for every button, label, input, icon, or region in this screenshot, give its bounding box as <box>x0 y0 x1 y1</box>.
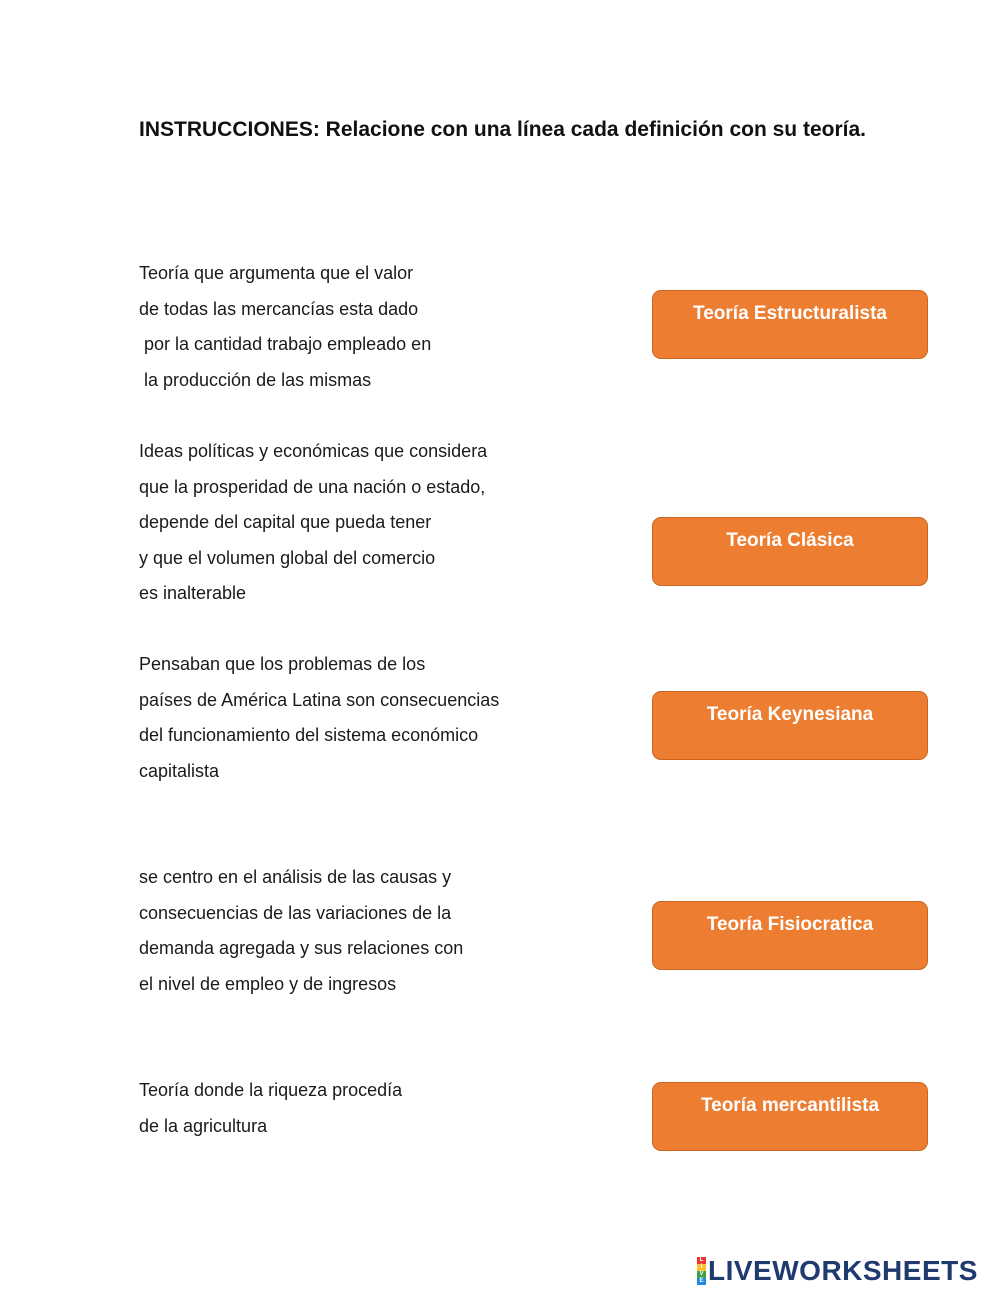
definition-line: es inalterable <box>139 583 247 603</box>
definition-line: capitalista <box>139 760 220 781</box>
definition-line: depende del capital que pueda tener <box>139 512 432 532</box>
definition-line: Ideas políticas y económicas que considera <box>139 441 488 461</box>
definition-line: países de América Latina son consecuencias <box>139 689 500 710</box>
definition-line: el nivel de empleo y de ingresos <box>139 973 397 994</box>
definition-line: demanda agregada y sus relaciones con <box>139 938 464 958</box>
logo-text: LIVEWORKSHEETS <box>708 1255 978 1286</box>
theory-fisiocratica-target[interactable]: Teoría Fisiocratica <box>652 901 928 970</box>
definition-line: por la cantidad trabajo empleado en <box>139 334 432 354</box>
definition-line: consecuencias de las variaciones de la <box>139 902 452 923</box>
definition-line: Pensaban que los problemas de los <box>139 654 426 674</box>
logo-mark-icon: L I V E <box>697 1257 706 1285</box>
definition-1 <box>139 256 431 398</box>
definition-line: de todas las mercancías esta dado <box>139 298 419 319</box>
definition-line: se centro en el análisis de las causas y <box>139 867 452 887</box>
theory-estructuralista-target[interactable]: Teoría Estructuralista <box>652 290 928 359</box>
definition-line: de la agricultura <box>139 1115 268 1136</box>
theory-mercantilista-target[interactable]: Teoría mercantilista <box>652 1082 928 1151</box>
definition-line: Teoría donde la riqueza procedía <box>139 1080 403 1100</box>
definition-line: la producción de las mismas <box>139 369 372 390</box>
definition-4 <box>139 860 463 1002</box>
definition-2 <box>139 434 487 612</box>
instructions-heading: INSTRUCCIONES: Relacione con una línea cada definición con su teoría. <box>139 118 866 141</box>
definition-line: que la prosperidad de una nación o estado, <box>139 476 486 497</box>
definition-5 <box>139 1073 402 1144</box>
definition-3 <box>139 647 499 789</box>
definition-line: Teoría que argumenta que el valor <box>139 263 414 283</box>
theory-keynesiana-target[interactable]: Teoría Keynesiana <box>652 691 928 760</box>
definition-line: del funcionamiento del sistema económico <box>139 725 479 745</box>
liveworksheets-logo <box>697 1255 978 1287</box>
definition-line: y que el volumen global del comercio <box>139 547 436 568</box>
theory-clasica-target[interactable]: Teoría Clásica <box>652 517 928 586</box>
